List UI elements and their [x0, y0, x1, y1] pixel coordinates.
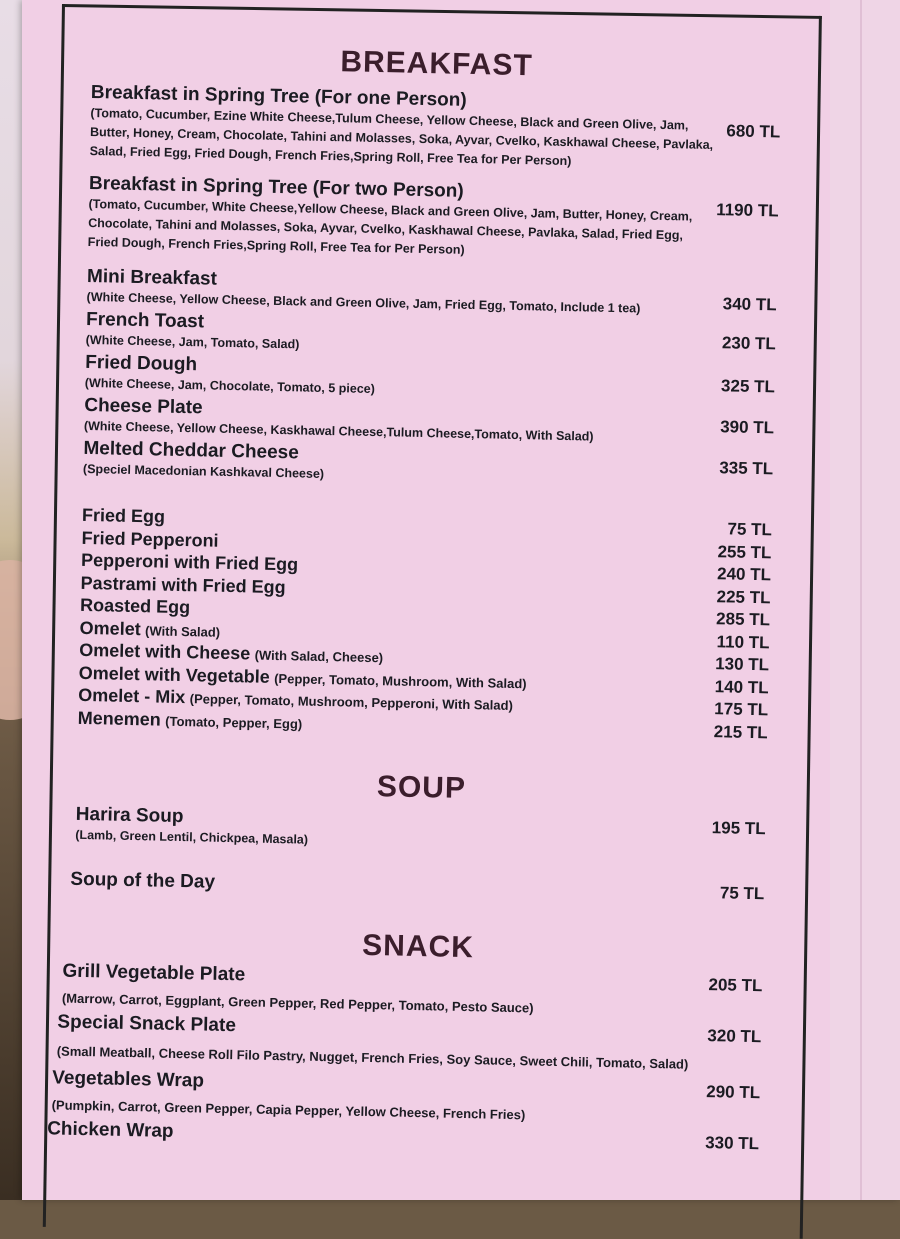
item-name: Fried Egg	[82, 505, 165, 527]
item-name: Cheese Plate	[84, 395, 203, 419]
item-note: (With Salad, Cheese)	[255, 648, 384, 666]
item-name: Omelet with Vegetable	[79, 662, 270, 686]
item-price: 680 TL	[726, 121, 780, 142]
item-description: (Tomato, Cucumber, White Cheese,Yellow Cheese, Black and Green Olive, Jam, Butter, Honey, Cream, Chocolate, Tahini and Molasses, Soka, Ayvar, Cvelko, Kaskhawal Cheese, Pavlaka, Salad, Fried Egg, Fried Dough, French Fries,Spring Roll, Free Tea for Per Person)	[88, 195, 699, 265]
item-note: (Tomato, Pepper, Egg)	[165, 713, 302, 731]
item-price: 1190 TL	[716, 200, 779, 221]
soup-heading: SOUP	[76, 764, 767, 812]
item-name: Menemen	[78, 707, 161, 729]
next-page-edge	[830, 0, 900, 1200]
item-name: French Toast	[86, 309, 204, 333]
item-price: 225 TL	[716, 587, 770, 609]
item-price: 110 TL	[716, 632, 769, 654]
item-price: 230 TL	[722, 333, 776, 354]
breakfast-section	[78, 40, 782, 744]
item-description: (Marrow, Carrot, Eggplant, Green Pepper, Red Pepper, Tomato, Pesto Sauce)	[62, 989, 762, 1023]
item-price: 285 TL	[716, 609, 770, 631]
item-description: (White Cheese, Yellow Cheese, Kaskhawal Cheese,Tulum Cheese,Tomato, With Salad)	[84, 417, 774, 450]
item-price: 390 TL	[720, 417, 774, 438]
item-description: (White Cheese, Yellow Cheese, Black and Green Olive, Jam, Fried Egg, Tomato, Include 1 tea)	[86, 288, 776, 321]
soup-section	[74, 764, 767, 905]
item-price: 330 TL	[705, 1133, 759, 1154]
snack-heading: SNACK	[73, 923, 764, 971]
item-name: Breakfast in Spring Tree (For two Person)	[89, 173, 779, 209]
item-name: Fried Pepperoni	[81, 527, 218, 550]
item-price: 75 TL	[727, 519, 772, 540]
item-price: 255 TL	[717, 542, 771, 564]
item-note: (Pepper, Tomato, Mushroom, With Salad)	[274, 670, 527, 690]
breakfast-heading: BREAKFAST	[91, 40, 782, 88]
item-name: Soup of the Day	[70, 869, 215, 894]
breakfast-set-two-person	[88, 173, 780, 266]
egg-dishes-list	[78, 505, 773, 744]
item-price: 240 TL	[717, 564, 771, 586]
menu-item-special-snack-plate	[57, 1011, 762, 1078]
item-note: (Pepper, Tomato, Mushroom, Pepperoni, With Salad)	[190, 691, 513, 713]
menu-item-soup-of-the-day	[70, 869, 764, 906]
item-price: 320 TL	[707, 1026, 761, 1047]
menu-content	[69, 40, 782, 1155]
item-name: Omelet with Cheese	[79, 640, 250, 664]
item-name: Fried Dough	[85, 352, 197, 376]
item-price: 290 TL	[706, 1082, 760, 1103]
item-name: Pepperoni with Fried Egg	[81, 550, 298, 575]
item-price: 205 TL	[708, 975, 762, 996]
item-note: (With Salad)	[145, 623, 220, 640]
item-description: (Tomato, Cucumber, Ezine White Cheese,Tulum Cheese, Yellow Cheese, Black and Green Olive, Jam, Butter, Honey, Cream, Chocolate, Tahini and Molasses, Soka, Ayvar, Cvelko, Kaskhawal Cheese, Pavlaka, Salad, Fried Egg, Fried Dough, French Fries,Spring Roll, Free Tea for Per Person)	[89, 104, 730, 174]
item-price: 325 TL	[721, 376, 775, 397]
item-name: Harira Soup	[76, 804, 184, 828]
item-description: (Small Meatball, Cheese Roll Filo Pastry, Nugget, French Fries, Soy Sauce, Sweet Chili, Tomato, Salad)	[57, 1039, 761, 1078]
item-description: (Speciel Macedonian Kashkaval Cheese)	[83, 460, 773, 493]
item-name: Roasted Egg	[80, 595, 190, 617]
item-price: 130 TL	[715, 654, 769, 676]
breakfast-set-one-person	[89, 82, 781, 175]
item-name: Pastrami with Fried Egg	[80, 572, 285, 596]
item-name: Melted Cheddar Cheese	[83, 438, 299, 465]
page-fold	[860, 0, 862, 1200]
item-name: Special Snack Plate	[57, 1011, 236, 1037]
item-description: (White Cheese, Jam, Chocolate, Tomato, 5 piece)	[85, 374, 775, 407]
item-name: Grill Vegetable Plate	[62, 961, 245, 987]
item-name: Omelet	[79, 617, 140, 638]
item-name: Omelet - Mix	[78, 685, 185, 707]
item-price: 195 TL	[712, 818, 766, 839]
item-description: (Pumpkin, Carrot, Green Pepper, Capia Pepper, Yellow Cheese, French Fries)	[51, 1095, 759, 1129]
item-price: 340 TL	[723, 294, 777, 315]
item-price: 335 TL	[719, 458, 773, 479]
item-price: 215 TL	[714, 722, 768, 744]
item-description: (White Cheese, Jam, Tomato, Salad)	[86, 331, 776, 364]
menu-item-harira-soup	[75, 804, 766, 859]
item-name: Breakfast in Spring Tree (For one Person)	[91, 82, 781, 118]
item-name: Chicken Wrap	[47, 1118, 174, 1143]
item-name: Vegetables Wrap	[52, 1067, 204, 1092]
item-price: 140 TL	[715, 677, 769, 699]
item-price: 175 TL	[714, 699, 768, 721]
item-price: 75 TL	[720, 883, 765, 904]
item-name: Mini Breakfast	[87, 266, 217, 291]
snack-section	[69, 923, 763, 1155]
item-description: (Lamb, Green Lentil, Chickpea, Masala)	[75, 826, 765, 859]
